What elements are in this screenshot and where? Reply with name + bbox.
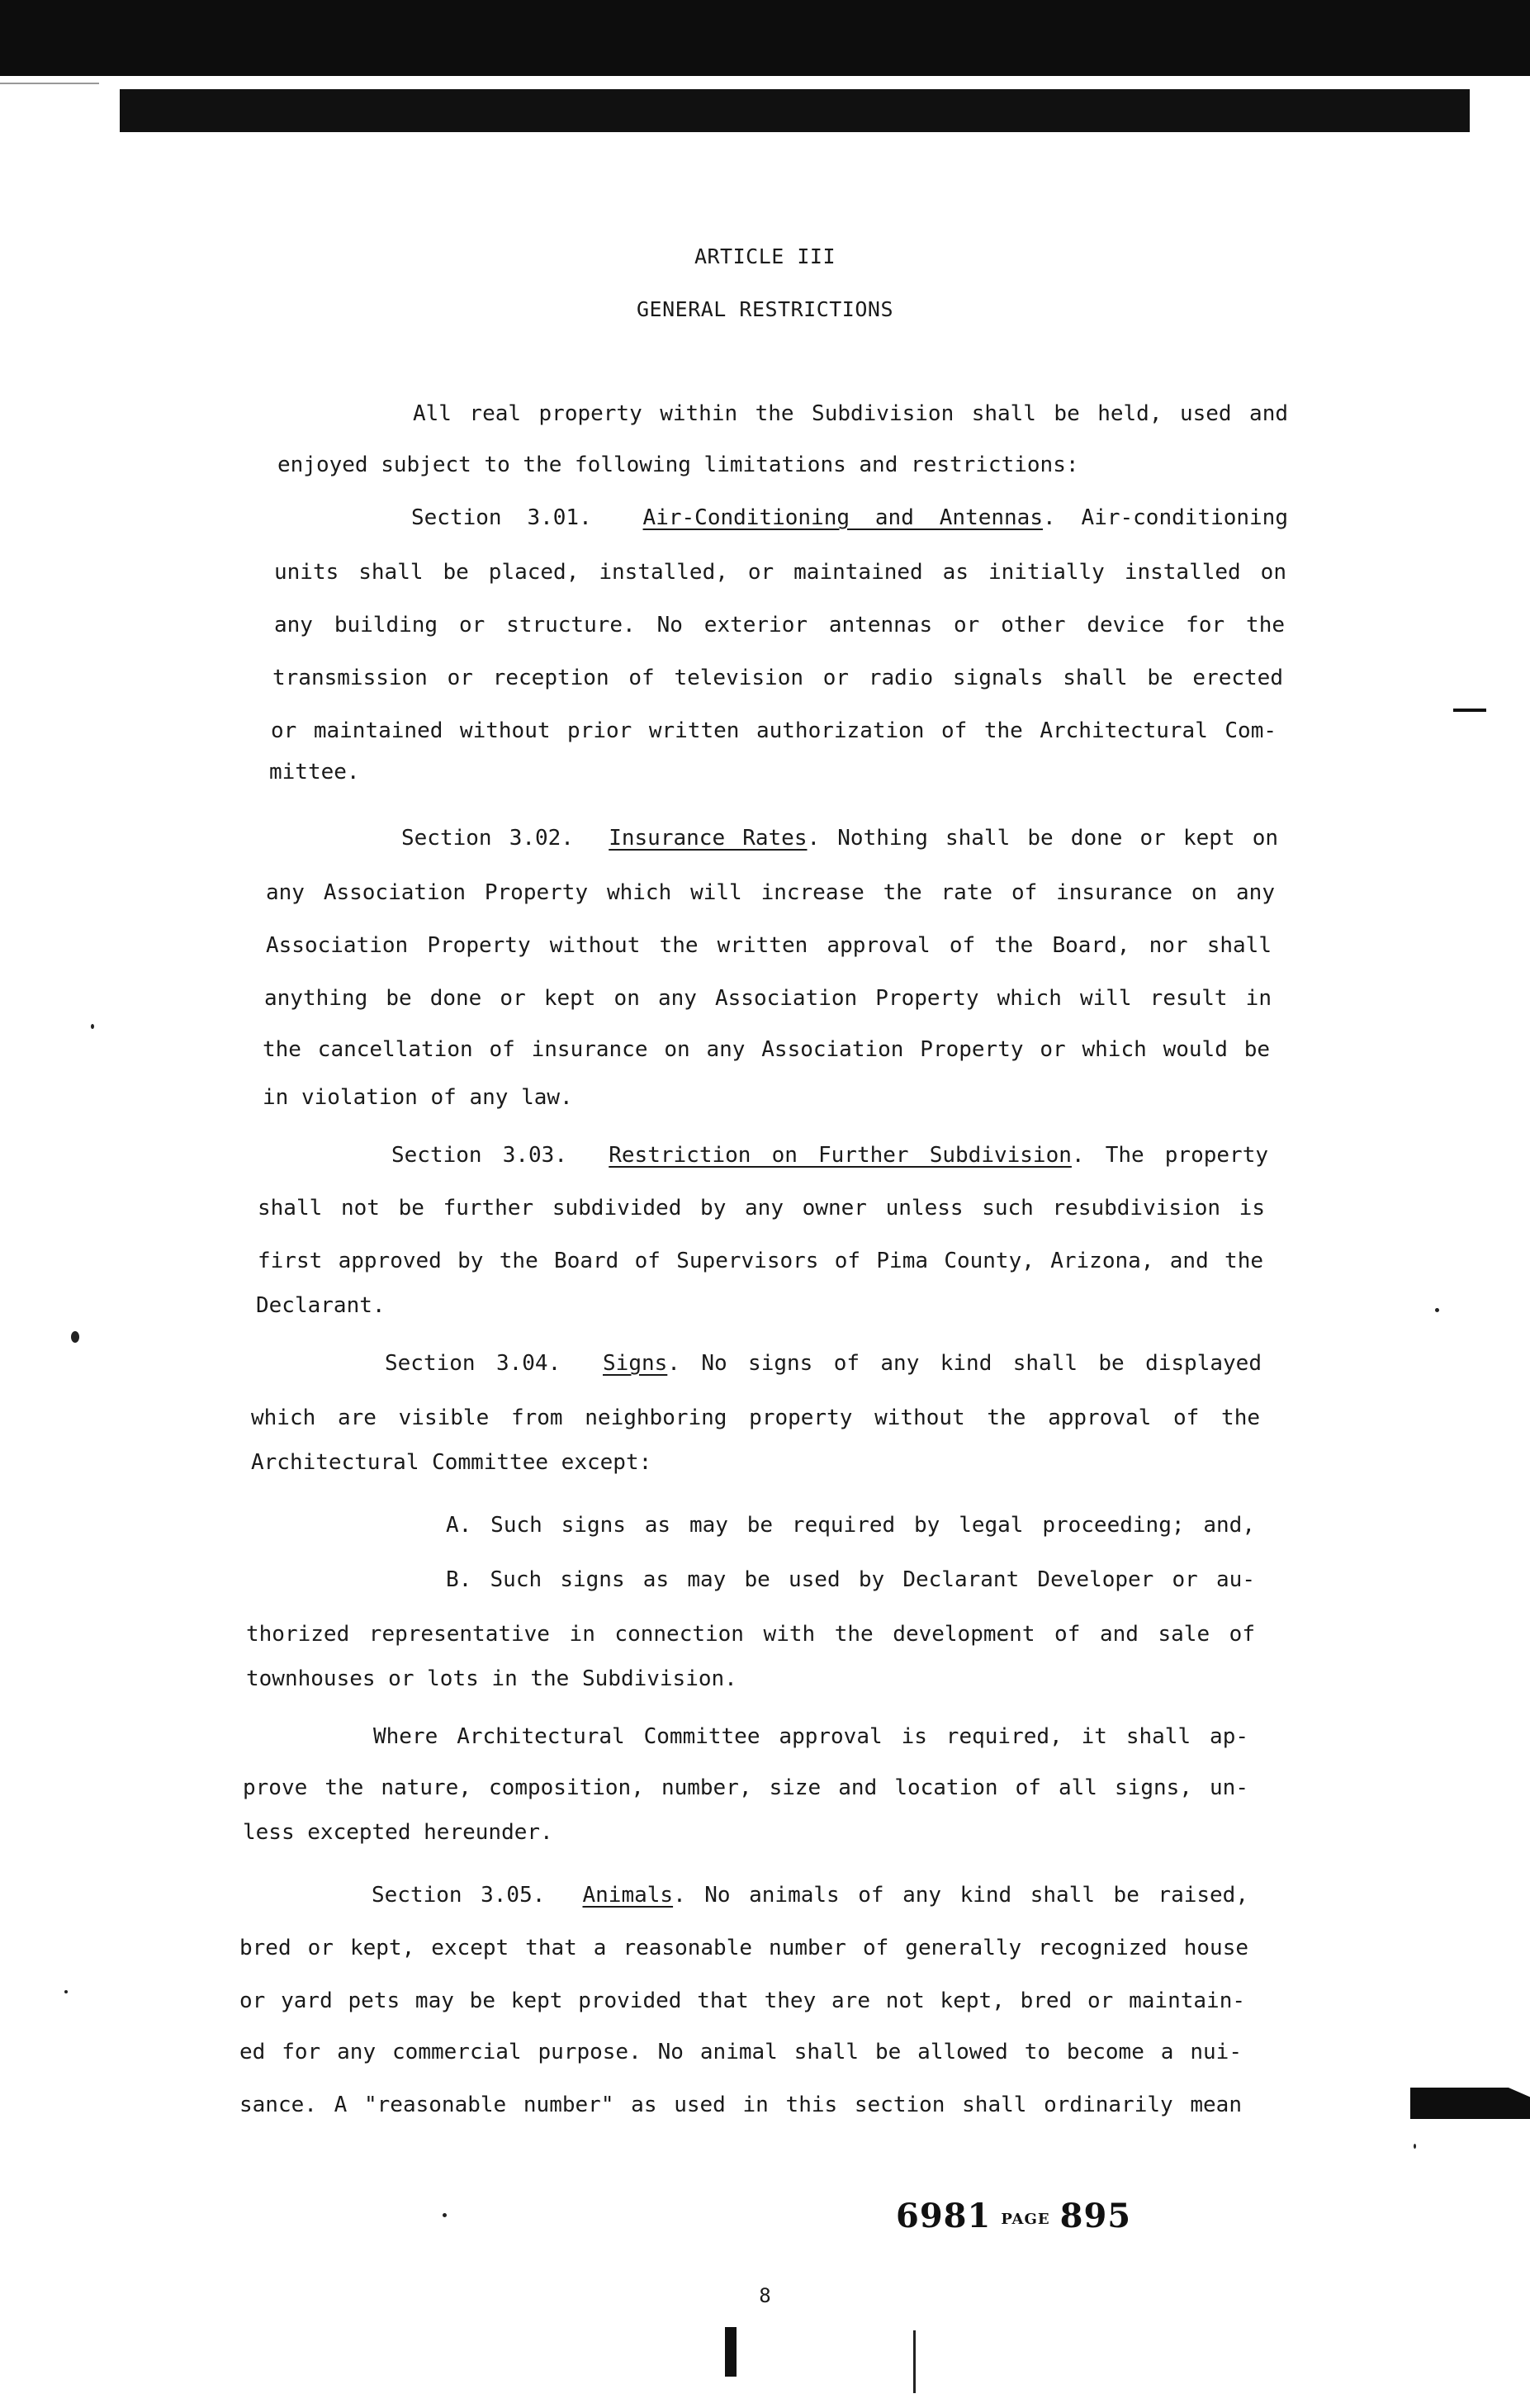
section-3-04-item-a: A. Such signs as may be required by legal proceeding; and,: [446, 1513, 1255, 1538]
scan-speck: [1435, 1308, 1439, 1312]
article-title: GENERAL RESTRICTIONS: [636, 297, 894, 321]
intro-line: All real property within the Subdivision shall be held, used and: [413, 401, 1288, 426]
section-3-03-line: shall not be further subdivided by any owner unless such resubdivision is: [258, 1196, 1265, 1221]
scan-speck: [443, 2213, 447, 2217]
section-3-05-line: sance. A "reasonable number" as used in this section shall ordinarily mean: [239, 2093, 1242, 2117]
section-heading: Signs: [603, 1351, 668, 1376]
section-text: . No animals of any kind shall be raised,: [673, 1883, 1248, 1908]
scan-artifact-bottom-bar: [725, 2327, 737, 2377]
scan-speck: [64, 1990, 68, 1993]
article-number: ARTICLE III: [694, 244, 836, 268]
section-label: Section 3.02.: [401, 826, 574, 851]
scan-artifact-strip: [120, 89, 1470, 132]
intro-line: enjoyed subject to the following limitations and restrictions:: [277, 453, 1079, 477]
section-3-01-line: mittee.: [269, 760, 360, 784]
stamp-book: 6981: [896, 2197, 992, 2235]
section-3-02-line: anything be done or kept on any Association Property which will result in: [264, 986, 1272, 1011]
scan-artifact-line: [0, 83, 99, 84]
scan-speck: [91, 1024, 94, 1029]
section-3-02-line: Association Property without the written approval of the Board, nor shall: [266, 933, 1272, 958]
section-3-04-item-b-line: townhouses or lots in the Subdivision.: [246, 1666, 737, 1691]
section-text: . Air-conditioning: [1042, 505, 1288, 530]
scan-artifact-dash: [1453, 709, 1486, 712]
section-heading: Animals: [582, 1883, 674, 1908]
section-3-04-where-line: less excepted hereunder.: [243, 1820, 553, 1845]
section-3-02-first-line: [401, 826, 1278, 851]
section-label: Section 3.01.: [411, 505, 592, 530]
section-3-03-line: first approved by the Board of Supervisors of Pima County, Arizona, and the: [258, 1249, 1263, 1273]
section-3-04-first-line: [385, 1351, 1262, 1376]
section-3-05-line: ed for any commercial purpose. No animal shall be allowed to become a nui-: [239, 2040, 1242, 2064]
section-3-02-line: any Association Property which will increase the rate of insurance on any: [266, 880, 1275, 905]
scan-speck: [71, 1331, 79, 1343]
section-text: . The property: [1071, 1143, 1269, 1168]
section-3-02-line: the cancellation of insurance on any Association Property or which would be: [263, 1037, 1270, 1062]
scan-artifact-gap: [0, 76, 1530, 89]
section-3-04-where-line: prove the nature, composition, number, size and location of all signs, un-: [243, 1775, 1248, 1800]
scan-artifact-top-bar: [0, 0, 1530, 76]
stamp-page-word: PAGE: [1001, 2210, 1050, 2228]
section-3-05-line: or yard pets may be kept provided that they are not kept, bred or maintain-: [239, 1988, 1245, 2013]
scan-speck: [1414, 2144, 1416, 2149]
section-3-04-line: Architectural Committee except:: [251, 1450, 652, 1475]
section-label: Section 3.03.: [391, 1143, 567, 1168]
section-text: . Nothing shall be done or kept on: [807, 826, 1278, 851]
scan-artifact-bottom-line: [913, 2330, 916, 2393]
section-label: Section 3.05.: [372, 1883, 546, 1908]
section-3-04-line: which are visible from neighboring property without the approval of the: [251, 1405, 1260, 1430]
section-3-01-line: any building or structure. No exterior antennas or other device for the: [274, 613, 1285, 638]
section-3-01-first-line: [411, 505, 1288, 530]
section-3-04-item-b: B. Such signs as may be used by Declarant Developer or au-: [446, 1567, 1255, 1592]
section-3-03-line: Declarant.: [256, 1293, 386, 1318]
section-heading: Restriction on Further Subdivision: [609, 1143, 1072, 1168]
scan-artifact-blob: [1410, 2088, 1530, 2119]
section-3-04-where-line: Where Architectural Committee approval is required, it shall ap-: [373, 1724, 1248, 1749]
section-3-01-line: or maintained without prior written authorization of the Architectural Com-: [271, 718, 1277, 743]
section-3-03-first-line: [391, 1143, 1268, 1168]
section-3-01-line: units shall be placed, installed, or maintained as initially installed on: [274, 560, 1286, 585]
stamp-page: 895: [1059, 2197, 1132, 2235]
section-heading: Air-Conditioning and Antennas: [642, 505, 1043, 530]
section-text: . No signs of any kind shall be displayed: [667, 1351, 1262, 1376]
section-3-05-line: bred or kept, except that a reasonable number of generally recognized house: [239, 1936, 1248, 1960]
page-number: 8: [759, 2284, 771, 2307]
section-3-02-line: in violation of any law.: [263, 1085, 573, 1110]
section-3-04-item-b-line: thorized representative in connection with the development of and sale of: [246, 1622, 1255, 1647]
section-3-01-line: transmission or reception of television or radio signals shall be erected: [272, 666, 1283, 690]
recording-stamp: [896, 2197, 1131, 2235]
section-3-05-first-line: [372, 1883, 1248, 1908]
section-heading: Insurance Rates: [609, 826, 808, 851]
section-label: Section 3.04.: [385, 1351, 561, 1376]
